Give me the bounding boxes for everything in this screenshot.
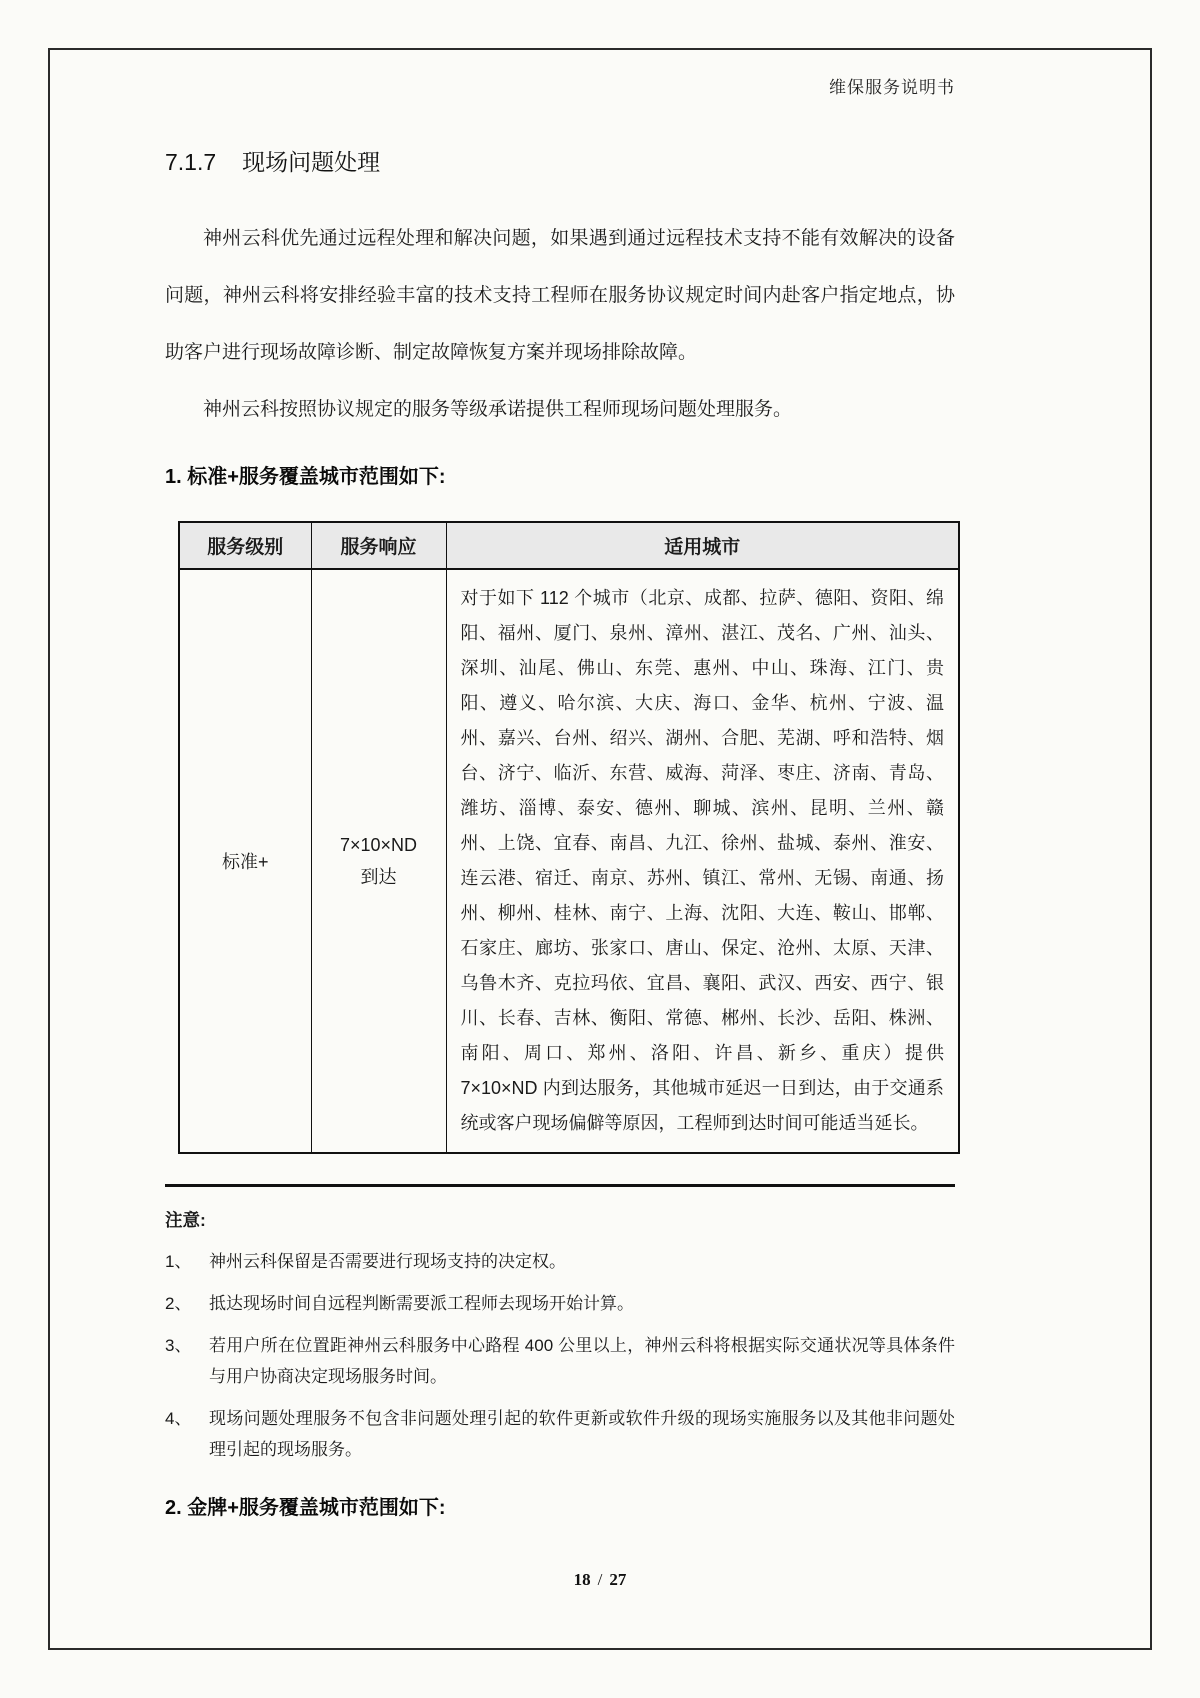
page-number-separator: /: [597, 1570, 603, 1589]
note-item: [165, 1246, 955, 1277]
note-text: 抵达现场时间自远程判断需要派工程师去现场开始计算。: [209, 1294, 634, 1313]
section-divider-rule: [165, 1184, 955, 1187]
table-header-applicable-cities: 适用城市: [446, 522, 959, 569]
page-content: [165, 48, 955, 1520]
table-header-row: [179, 522, 959, 569]
note-number: 1、: [165, 1252, 192, 1271]
note-text: 现场问题处理服务不包含非问题处理引起的软件更新或软件升级的现场实施服务以及其他非问题处理引起的现场服务。: [209, 1409, 955, 1459]
section-title: 现场问题处理: [242, 149, 381, 175]
sub-heading-gold-plus: 2. 金牌+服务覆盖城市范围如下:: [165, 1497, 446, 1519]
table-header-service-response: 服务响应: [311, 522, 446, 569]
note-number: 2、: [165, 1294, 192, 1313]
table-header-service-level: 服务级别: [179, 522, 311, 569]
notes-list: [165, 1246, 955, 1465]
service-coverage-table: [178, 521, 960, 1154]
note-item: [165, 1330, 955, 1392]
note-item: [165, 1288, 955, 1319]
section-number: 7.1.7: [165, 149, 217, 175]
note-item: [165, 1403, 955, 1465]
page-number-total: 27: [609, 1570, 627, 1589]
page-number-current: 18: [573, 1570, 591, 1589]
body-paragraphs: [165, 210, 955, 438]
table-row: [179, 569, 959, 1153]
service-response-value: 7×10×ND: [339, 835, 418, 855]
note-number: 4、: [165, 1409, 192, 1428]
notes-label: 注意:: [165, 1210, 206, 1230]
paragraph: 神州云科优先通过远程处理和解决问题，如果遇到通过远程技术支持不能有效解决的设备问题，神州云科将安排经验丰富的技术支持工程师在服务协议规定时间内赴客户指定地点，协助客户进行现场故障诊断、制定故障恢复方案并现场排除故障。: [165, 228, 955, 363]
note-text: 神州云科保留是否需要进行现场支持的决定权。: [209, 1252, 566, 1271]
cell-applicable-cities: 对于如下 112 个城市（北京、成都、拉萨、德阳、资阳、绵阳、福州、厦门、泉州、漳州、湛江、茂名、广州、汕头、深圳、汕尾、佛山、东莞、惠州、中山、珠海、江门、贵阳、遵义、哈尔滨、大庆、海口、金华、杭州、宁波、温州、嘉兴、台州、绍兴、湖州、合肥、芜湖、呼和浩特、烟台、济宁、临沂、东营、威海、菏泽、枣庄、济南、青岛、潍坊、淄博、泰安、德州、聊城、滨州、昆明、兰州、赣州、上饶、宜春、南昌、九江、徐州、盐城、泰州、淮安、连云港、宿迁、南京、苏州、镇江、常州、无锡、南通、扬州、柳州、桂林、南宁、上海、沈阳、大连、鞍山、邯郸、石家庄、廊坊、张家口、唐山、保定、沧州、太原、天津、乌鲁木齐、克拉玛依、宜昌、襄阳、武汉、西安、西宁、银川、长春、吉林、衡阳、常德、郴州、长沙、岳阳、株洲、南阳、周口、郑州、洛阳、许昌、新乡、重庆）提供 7×10×ND 内到达服务，其他城市延迟一日到达，由于交通系统或客户现场偏僻等原因，工程师到达时间可能适当延长。: [446, 569, 959, 1153]
paragraph: 神州云科按照协议规定的服务等级承诺提供工程师现场问题处理服务。: [203, 399, 793, 420]
note-text: 若用户所在位置距神州云科服务中心路程 400 公里以上，神州云科将根据实际交通状况等具体条件与用户协商决定现场服务时间。: [209, 1336, 955, 1386]
note-number: 3、: [165, 1336, 192, 1355]
service-response-arrival: 到达: [360, 867, 397, 887]
sub-heading-standard-plus: 1. 标准+服务覆盖城市范围如下:: [165, 466, 446, 488]
document-header-title: 维保服务说明书: [829, 78, 955, 97]
cell-service-response: [311, 569, 446, 1153]
section-heading: [165, 144, 955, 177]
cell-service-level: 标准+: [179, 569, 311, 1153]
page-footer: [0, 1570, 1200, 1590]
